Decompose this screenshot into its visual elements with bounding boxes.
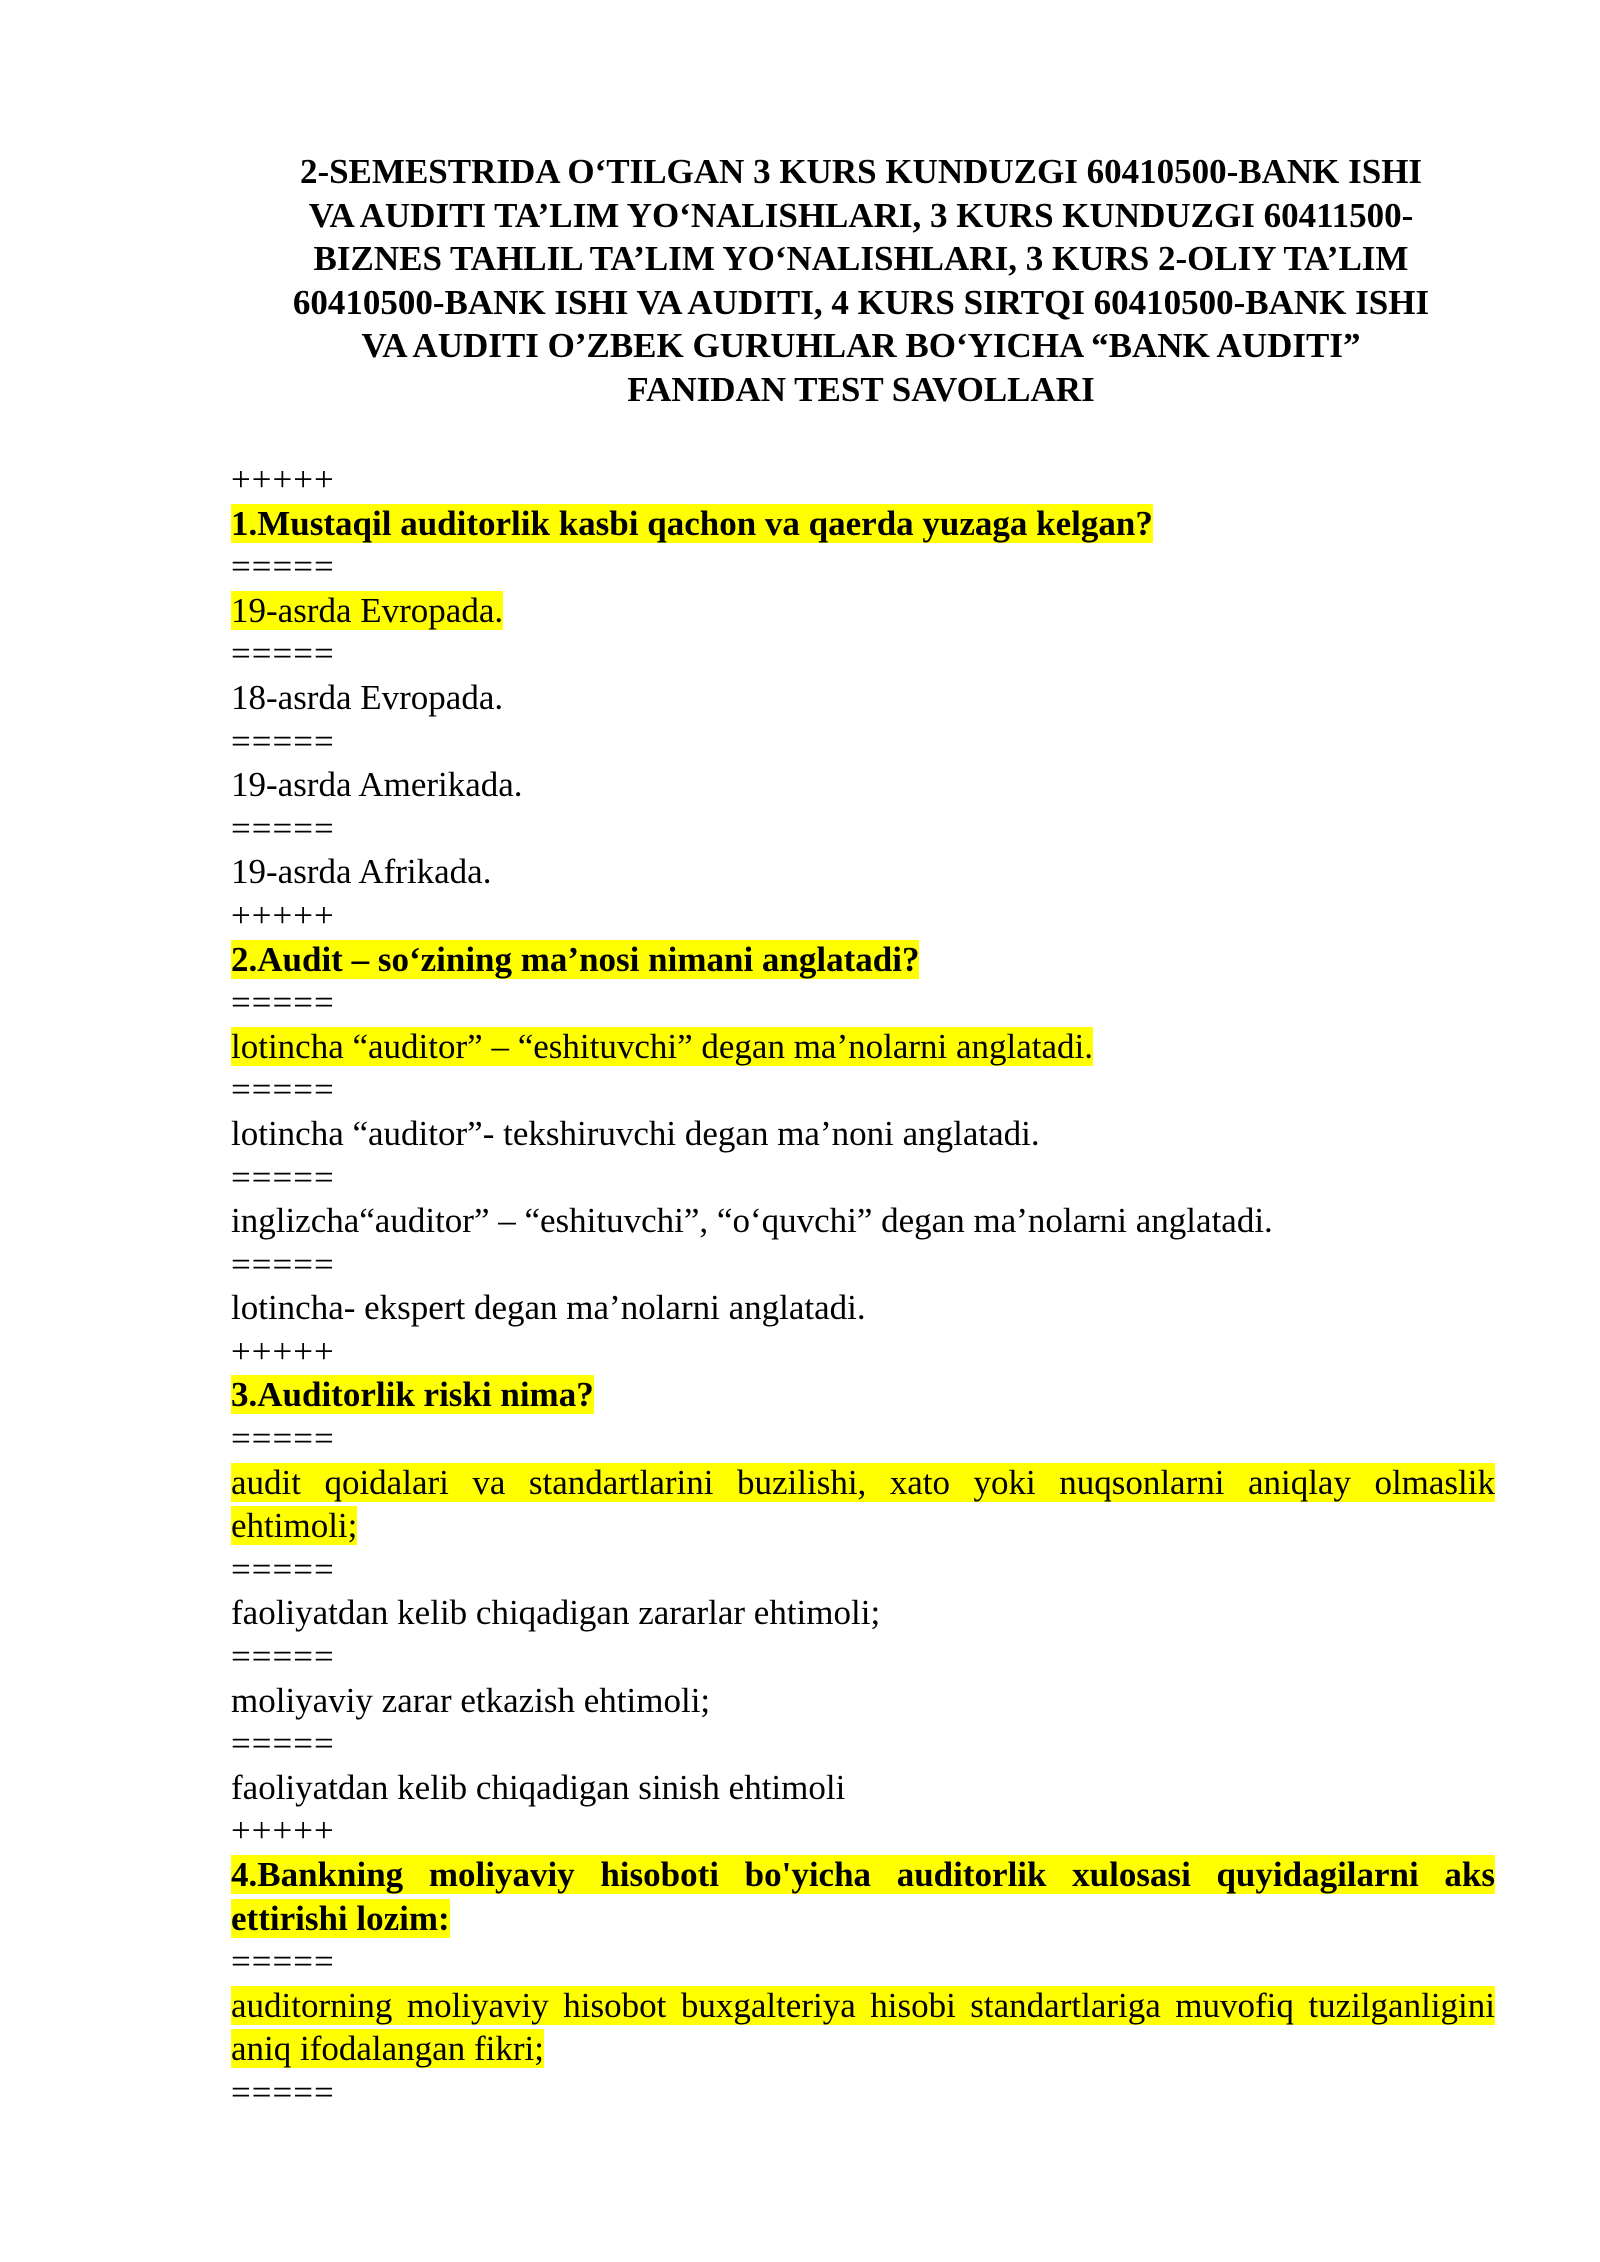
question-text bbox=[231, 1853, 1495, 1940]
answer-separator: ===== bbox=[231, 2072, 335, 2112]
answer-separator: ===== bbox=[231, 1157, 335, 1197]
answer-option-correct bbox=[231, 1025, 1495, 1069]
answer-separator: ===== bbox=[231, 721, 335, 761]
title-line: BIZNES TAHLIL TA’LIM YO‘NALISHLARI, 3 KURS 2-OLIY TA’LIM bbox=[313, 239, 1409, 278]
question-text bbox=[231, 1373, 1495, 1417]
title-line: 2-SEMESTRIDA O‘TILGAN 3 KURS KUNDUZGI 60410500-BANK ISHI bbox=[299, 152, 1423, 191]
question-separator: +++++ bbox=[231, 1331, 335, 1371]
title-line: VA AUDITI O’ZBEK GURUHLAR BO‘YICHA “BANK AUDITI” bbox=[361, 326, 1361, 365]
answer-option-correct bbox=[231, 1461, 1495, 1548]
answer-separator: ===== bbox=[231, 1637, 335, 1677]
correct-highlight: 3.Auditorlik riski nima? bbox=[231, 1375, 594, 1415]
question-separator: +++++ bbox=[231, 460, 335, 499]
answer-option: 19-asrda Afrikada. bbox=[231, 852, 492, 892]
title-line: 60410500-BANK ISHI VA AUDITI, 4 KURS SIRTQI 60410500-BANK ISHI bbox=[292, 282, 1430, 322]
answer-option: moliyaviy zarar etkazish ehtimoli; bbox=[231, 1680, 711, 1720]
answer-separator: ===== bbox=[231, 1244, 335, 1284]
correct-highlight: 1.Mustaqil auditorlik kasbi qachon va qaerda yuzaga kelgan? bbox=[231, 503, 1153, 543]
title-line: VA AUDITI TA’LIM YO‘NALISHLARI, 3 KURS KUNDUZGI 60411500- bbox=[308, 195, 1414, 235]
answer-option: faoliyatdan kelib chiqadigan sinish ehtimoli bbox=[231, 1767, 846, 1807]
answer-option: lotincha- ekspert degan ma’nolarni anglatadi. bbox=[231, 1288, 866, 1328]
answer-separator: ===== bbox=[231, 634, 335, 674]
answer-option: lotincha “auditor”- tekshiruvchi degan ma’noni anglatadi. bbox=[231, 1113, 1040, 1153]
correct-highlight: 19-asrda Evropada. bbox=[231, 590, 504, 630]
answer-separator: ===== bbox=[231, 983, 335, 1023]
answer-separator: ===== bbox=[231, 1942, 335, 1982]
correct-highlight: 4.Bankning moliyaviy hisoboti bo'yicha auditorlik xulosasi quyidagilarni aks ettirishi lozim: bbox=[231, 1855, 1495, 1938]
question-separator: +++++ bbox=[231, 895, 335, 935]
answer-option: inglizcha“auditor” – “eshituvchi”, “o‘quvchi” degan ma’nolarni anglatadi. bbox=[231, 1201, 1273, 1241]
answer-separator: ===== bbox=[231, 1419, 335, 1459]
correct-highlight: audit qoidalari va standartlarini buzilishi, xato yoki nuqsonlarni aniqlay olmaslik ehtimoli; bbox=[231, 1462, 1495, 1546]
title-line: FANIDAN TEST SAVOLLARI bbox=[627, 369, 1095, 409]
answer-separator: ===== bbox=[231, 547, 335, 587]
answer-option-correct bbox=[231, 589, 1495, 633]
answer-option: faoliyatdan kelib chiqadigan zararlar ehtimoli; bbox=[231, 1593, 881, 1633]
answer-option: 18-asrda Evropada. bbox=[231, 677, 504, 717]
answer-separator: ===== bbox=[231, 1724, 335, 1764]
answer-separator: ===== bbox=[231, 808, 335, 848]
question-separator: +++++ bbox=[231, 1811, 335, 1851]
correct-highlight: lotincha “auditor” – “eshituvchi” degan ma’nolarni anglatadi. bbox=[231, 1026, 1094, 1066]
answer-option-correct bbox=[231, 1984, 1495, 2071]
answer-separator: ===== bbox=[231, 1070, 335, 1110]
answer-separator: ===== bbox=[231, 1549, 335, 1589]
answer-option: 19-asrda Amerikada. bbox=[231, 765, 523, 805]
question-text bbox=[231, 938, 1495, 982]
questions-list bbox=[231, 458, 1495, 2115]
question-text bbox=[231, 502, 1495, 546]
document-title bbox=[230, 150, 1492, 411]
correct-highlight: 2.Audit – so‘zining ma’nosi nimani anglatadi? bbox=[231, 939, 920, 979]
correct-highlight: auditorning moliyaviy hisobot buxgalteriya hisobi standartlariga muvofiq tuzilganligini aniq ifodalangan fikri; bbox=[231, 1985, 1495, 2069]
